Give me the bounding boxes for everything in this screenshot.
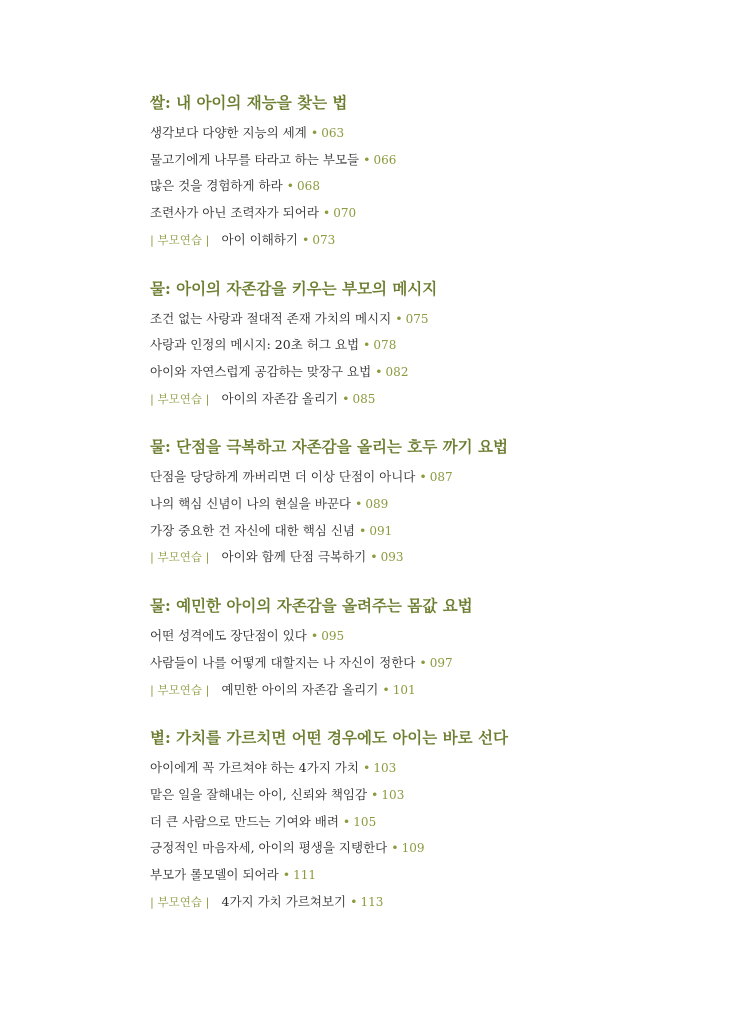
page-number: 103 (381, 787, 405, 802)
page-separator-dot: • (282, 867, 291, 883)
page-separator-dot: • (395, 310, 403, 326)
page-separator-dot: • (310, 125, 319, 140)
entry-title: 어떤 성격에도 장단점이 있다 (150, 628, 307, 644)
entry-title: 아이와 함께 단점 극복하기 (221, 549, 367, 565)
table-of-contents (150, 92, 710, 939)
page-separator-dot: • (382, 681, 390, 697)
entry-title: 더 큰 사람으로 만드는 기여와 배려 (150, 813, 339, 829)
page-number: 105 (353, 814, 377, 829)
toc-entry (150, 650, 710, 677)
page-number: 109 (401, 841, 425, 856)
page-separator-dot: • (419, 654, 427, 670)
toc-entry (150, 782, 710, 809)
toc-entry (150, 173, 710, 200)
entry-title: 생각보다 다양한 지능의 세계 (150, 125, 307, 140)
entry-title: 맡은 일을 잘해내는 아이, 신뢰와 책임감 (150, 786, 368, 802)
practice-entry (150, 386, 710, 413)
toc-entry (150, 809, 710, 836)
entry-title: 많은 것을 경험하게 하라 (150, 178, 283, 194)
page-number: 097 (429, 655, 453, 670)
page-separator-dot: • (363, 151, 371, 167)
page-number: 089 (365, 497, 389, 512)
toc-entry (150, 120, 710, 147)
section-title: 쌀: 내 아이의 재능을 찾는 법 (150, 93, 348, 112)
page-separator-dot: • (358, 522, 367, 538)
section-title: 볕: 가치를 가르치면 어떤 경우에도 아이는 바로 선다 (150, 728, 508, 748)
page-number: 068 (297, 179, 320, 194)
entry-title: 아이에게 꼭 가르쳐야 하는 4가지 가치 (150, 760, 359, 776)
toc-entry (150, 464, 710, 491)
toc-entry (150, 306, 710, 333)
page-separator-dot: • (342, 390, 350, 406)
entry-title: 긍정적인 마음자세, 아이의 평생을 지탱한다 (150, 840, 388, 856)
page-separator-dot: • (322, 205, 331, 221)
practice-tag: | 부모연습 | (150, 894, 210, 909)
page-separator-dot: • (391, 840, 399, 856)
page-number: 111 (293, 868, 316, 883)
page-number: 075 (405, 311, 429, 326)
toc-entry (150, 332, 710, 359)
page-separator-dot: • (342, 813, 351, 829)
entry-title: 아이의 자존감 올리기 (221, 390, 339, 406)
page-number: 095 (321, 629, 345, 644)
entry-title: 단점을 당당하게 까버리면 더 이상 단점이 아니다 (150, 469, 416, 485)
toc-entry (150, 491, 710, 518)
page-separator-dot: • (355, 496, 363, 512)
toc-entry (150, 359, 710, 386)
toc-section (150, 278, 710, 413)
entry-title: 조련사가 아닌 조력자가 되어라 (150, 205, 319, 221)
toc-section (150, 436, 710, 571)
practice-tag: | 부모연습 | (150, 232, 210, 247)
page-number: 085 (352, 391, 376, 406)
entry-title: 부모가 롤모델이 되어라 (150, 867, 279, 883)
page-number: 113 (360, 894, 384, 909)
toc-entry (150, 623, 710, 650)
page-number: 073 (312, 232, 336, 247)
toc-entry (150, 835, 710, 862)
page-separator-dot: • (419, 469, 427, 485)
page-separator-dot: • (301, 231, 310, 247)
practice-entry (150, 889, 710, 916)
toc-entry (150, 147, 710, 174)
entry-title: 사랑과 인정의 메시지: 20초 허그 요법 (150, 337, 360, 353)
page-number: 078 (373, 338, 397, 353)
page-number: 087 (429, 470, 453, 485)
toc-entry (150, 518, 710, 545)
entry-title: 4가지 가치 가르쳐보기 (221, 893, 347, 909)
page-number: 066 (373, 152, 397, 167)
entry-title: 나의 핵심 신념이 나의 현실을 바꾼다 (150, 496, 351, 512)
entry-title: 아이와 자연스럽게 공감하는 맞장구 요법 (150, 363, 372, 379)
page-number: 091 (369, 523, 393, 538)
toc-entry (150, 755, 710, 782)
entry-title: 물고기에게 나무를 타라고 하는 부모들 (150, 151, 360, 167)
practice-entry (150, 677, 710, 704)
entry-title: 아이 이해하기 (221, 231, 298, 247)
page-number: 101 (392, 682, 416, 697)
practice-entry (150, 544, 710, 571)
entry-title: 사람들이 나를 어떻게 대할지는 나 자신이 정한다 (150, 654, 416, 670)
entry-title: 가장 중요한 건 자신에 대한 핵심 신념 (150, 522, 355, 538)
practice-entry (150, 227, 710, 254)
toc-entry (150, 200, 710, 227)
page-separator-dot: • (310, 628, 319, 644)
page-separator-dot: • (375, 363, 383, 379)
page-number: 093 (380, 550, 404, 565)
section-title: 물: 아이의 자존감을 키우는 부모의 메시지 (150, 278, 438, 298)
page-number: 103 (373, 761, 397, 776)
practice-tag: | 부모연습 | (150, 682, 210, 697)
entry-title: 조건 없는 사랑과 절대적 존재 가치의 메시지 (150, 310, 392, 326)
practice-tag: | 부모연습 | (150, 550, 210, 565)
page-number: 063 (321, 126, 345, 140)
toc-section (150, 92, 710, 254)
page-separator-dot: • (370, 549, 378, 565)
page-number: 082 (385, 364, 409, 379)
section-title: 물: 예민한 아이의 자존감을 올려주는 몸값 요법 (150, 596, 473, 616)
page-separator-dot: • (371, 786, 379, 802)
entry-title: 예민한 아이의 자존감 올리기 (221, 681, 379, 697)
toc-section (150, 595, 710, 703)
toc-section (150, 727, 710, 915)
toc-entry (150, 862, 710, 889)
page-separator-dot: • (362, 760, 371, 776)
section-title: 물: 단점을 극복하고 자존감을 올리는 호두 까기 요법 (150, 437, 508, 457)
page-separator-dot: • (363, 337, 371, 353)
practice-tag: | 부모연습 | (150, 391, 210, 406)
page-separator-dot: • (350, 893, 358, 909)
page-separator-dot: • (286, 178, 295, 194)
page-number: 070 (333, 206, 357, 221)
